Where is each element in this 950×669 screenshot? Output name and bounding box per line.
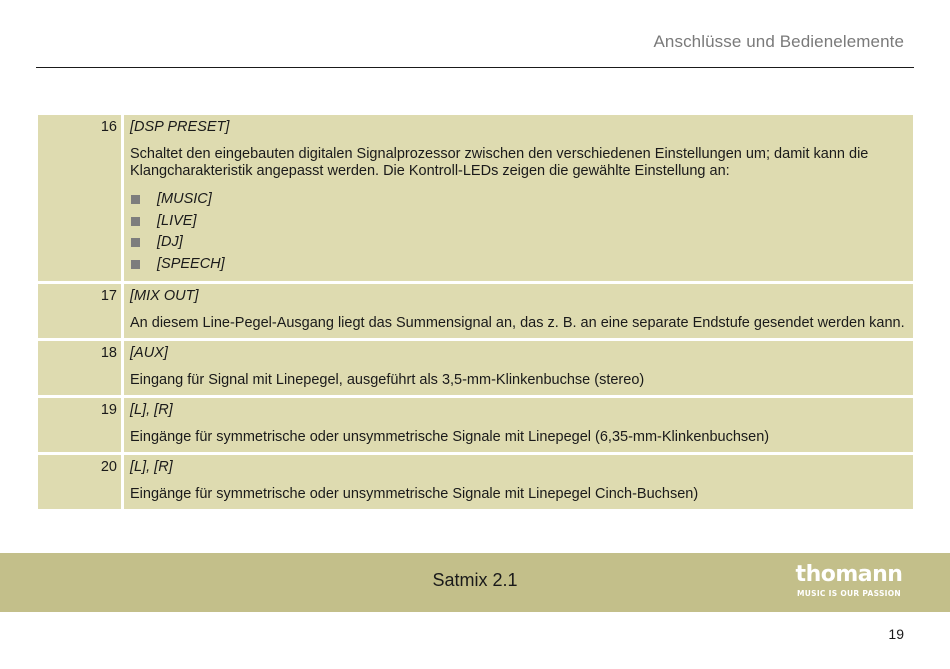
section-title: Anschlüsse und Bedienelemente: [653, 32, 904, 51]
table-row: [38, 398, 913, 452]
list-item: [130, 211, 905, 233]
item-term: [AUX]: [130, 345, 168, 361]
item-description-cell: [124, 398, 913, 452]
square-bullet-icon: [131, 195, 140, 204]
item-number: 19: [38, 398, 121, 452]
item-term: [L], [R]: [130, 459, 173, 475]
item-description: Schaltet den eingebauten digitalen Signalprozessor zwischen den verschiedenen Einstellungen um; damit kann die Klangcharakteristik angepasst werden. Die Kontroll-LEDs zeigen die gewählte Einstellung an:: [130, 146, 869, 179]
list-item: [130, 189, 905, 211]
connections-table: [38, 115, 913, 512]
preset-option-label: [LIVE]: [157, 212, 197, 229]
preset-option-label: [DJ]: [157, 234, 183, 251]
product-name: Satmix 2.1: [432, 570, 518, 590]
header-divider: [36, 67, 914, 68]
logo-wordmark: thomann: [795, 562, 903, 587]
list-item: [130, 254, 905, 276]
item-description-cell: [124, 284, 913, 338]
table-row: [38, 115, 913, 281]
item-description: An diesem Line-Pegel-Ausgang liegt das Summensignal an, das z. B. an eine separate Endstufe gesendet werden kann.: [130, 315, 905, 331]
table-row: [38, 455, 913, 509]
item-term: [MIX OUT]: [130, 288, 199, 304]
item-description-cell: [124, 115, 913, 281]
item-description: Eingänge für symmetrische oder unsymmetrische Signale mit Linepegel Cinch-Buchsen): [130, 486, 699, 502]
logo-tagline: MUSIC IS OUR PASSION: [796, 589, 902, 598]
square-bullet-icon: [131, 217, 140, 226]
item-description: Eingänge für symmetrische oder unsymmetrische Signale mit Linepegel (6,35-mm-Klinkenbuchsen): [130, 429, 770, 445]
item-number: 18: [38, 341, 121, 395]
list-item: [130, 232, 905, 254]
page-number: 19: [888, 626, 904, 642]
item-number: 17: [38, 284, 121, 338]
item-number: 16: [38, 115, 121, 281]
item-description: Eingang für Signal mit Linepegel, ausgeführt als 3,5-mm-Klinkenbuchse (stereo): [130, 372, 645, 388]
item-term: [DSP PRESET]: [130, 119, 230, 135]
item-number: 20: [38, 455, 121, 509]
table-row: [38, 284, 913, 338]
preset-option-label: [SPEECH]: [157, 255, 225, 272]
square-bullet-icon: [131, 260, 140, 269]
preset-option-label: [MUSIC]: [157, 191, 212, 208]
item-term: [L], [R]: [130, 402, 173, 418]
square-bullet-icon: [131, 238, 140, 247]
item-description-cell: [124, 455, 913, 509]
thomann-logo: [790, 564, 908, 602]
table-row: [38, 341, 913, 395]
preset-options-list: [130, 189, 905, 275]
item-description-cell: [124, 341, 913, 395]
